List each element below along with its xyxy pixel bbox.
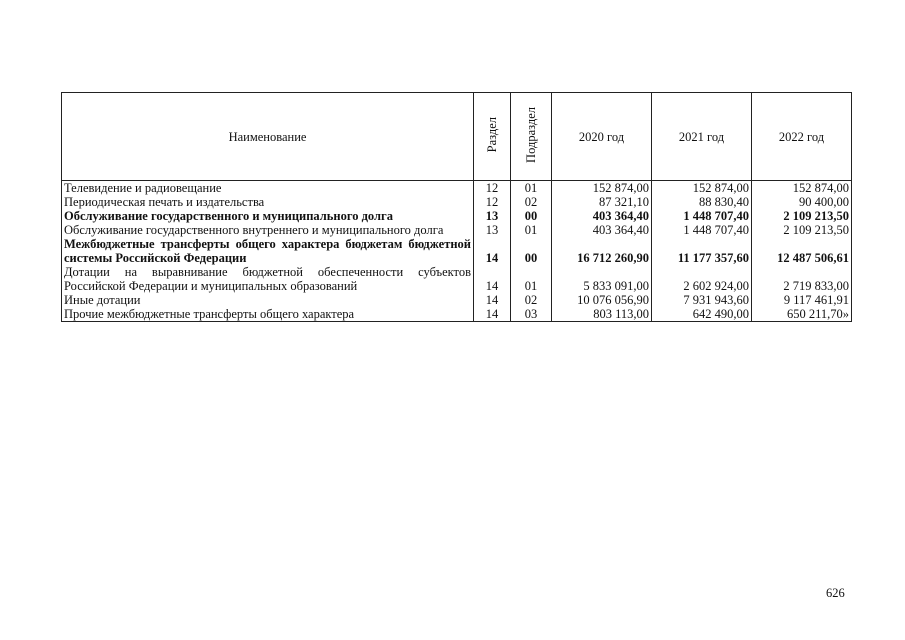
- row-name: Межбюджетные трансферты общего характера бюджетам бюджетной системы Российской Федерации: [62, 237, 474, 265]
- row-value-2020: 10 076 056,90: [552, 293, 652, 307]
- header-section: [474, 93, 511, 181]
- header-section-label: Раздел: [485, 117, 499, 153]
- row-value-2022: 12 487 506,61: [752, 237, 852, 265]
- row-subsection: 02: [511, 195, 552, 209]
- table-row: [62, 195, 852, 209]
- row-section: 14: [474, 237, 511, 265]
- row-value-2021: 2 602 924,00: [652, 265, 752, 293]
- table-row: [62, 265, 852, 293]
- row-section: 13: [474, 209, 511, 223]
- row-value-2021: 1 448 707,40: [652, 209, 752, 223]
- row-name: Периодическая печать и издательства: [62, 195, 474, 209]
- row-value-2021: 152 874,00: [652, 181, 752, 196]
- page-number: 626: [826, 586, 845, 600]
- row-name: Дотации на выравнивание бюджетной обеспеченности субъектов Российской Федерации и муниципальных образований: [62, 265, 474, 293]
- row-subsection: 01: [511, 265, 552, 293]
- table-row: [62, 209, 852, 223]
- row-subsection: 01: [511, 181, 552, 196]
- row-subsection: 03: [511, 307, 552, 322]
- row-section: 14: [474, 293, 511, 307]
- row-section: 13: [474, 223, 511, 237]
- row-value-2022: 9 117 461,91: [752, 293, 852, 307]
- row-value-2021: 88 830,40: [652, 195, 752, 209]
- row-value-2020: 5 833 091,00: [552, 265, 652, 293]
- table-row: [62, 293, 852, 307]
- row-value-2022: 650 211,70»: [752, 307, 852, 322]
- row-subsection: 02: [511, 293, 552, 307]
- row-value-2020: 87 321,10: [552, 195, 652, 209]
- row-name: Обслуживание государственного внутреннего и муниципального долга: [62, 223, 474, 237]
- row-section: 12: [474, 195, 511, 209]
- table-row: [62, 307, 852, 322]
- row-value-2021: 1 448 707,40: [652, 223, 752, 237]
- header-2021: 2021 год: [652, 93, 752, 181]
- row-subsection: 01: [511, 223, 552, 237]
- row-value-2021: 7 931 943,60: [652, 293, 752, 307]
- row-section: 14: [474, 265, 511, 293]
- row-value-2020: 152 874,00: [552, 181, 652, 196]
- table-header: [62, 93, 852, 181]
- header-2022: 2022 год: [752, 93, 852, 181]
- row-value-2021: 642 490,00: [652, 307, 752, 322]
- row-subsection: 00: [511, 209, 552, 223]
- table-body: [62, 181, 852, 322]
- row-value-2022: 2 109 213,50: [752, 223, 852, 237]
- table-row: [62, 223, 852, 237]
- row-section: 12: [474, 181, 511, 196]
- row-section: 14: [474, 307, 511, 322]
- row-value-2020: 403 364,40: [552, 209, 652, 223]
- row-subsection: 00: [511, 237, 552, 265]
- table-row: [62, 237, 852, 265]
- row-value-2020: 803 113,00: [552, 307, 652, 322]
- header-2020: 2020 год: [552, 93, 652, 181]
- row-value-2022: 152 874,00: [752, 181, 852, 196]
- table-row: [62, 181, 852, 196]
- row-value-2022: 2 109 213,50: [752, 209, 852, 223]
- header-name: Наименование: [62, 93, 474, 181]
- row-value-2020: 403 364,40: [552, 223, 652, 237]
- row-value-2021: 11 177 357,60: [652, 237, 752, 265]
- row-value-2020: 16 712 260,90: [552, 237, 652, 265]
- row-name: Телевидение и радиовещание: [62, 181, 474, 196]
- row-name: Прочие межбюджетные трансферты общего характера: [62, 307, 474, 322]
- row-value-2022: 2 719 833,00: [752, 265, 852, 293]
- header-subsection: [511, 93, 552, 181]
- row-value-2022: 90 400,00: [752, 195, 852, 209]
- header-subsection-label: Подраздел: [524, 107, 538, 163]
- budget-table: [61, 92, 852, 322]
- row-name: Обслуживание государственного и муниципального долга: [62, 209, 474, 223]
- row-name: Иные дотации: [62, 293, 474, 307]
